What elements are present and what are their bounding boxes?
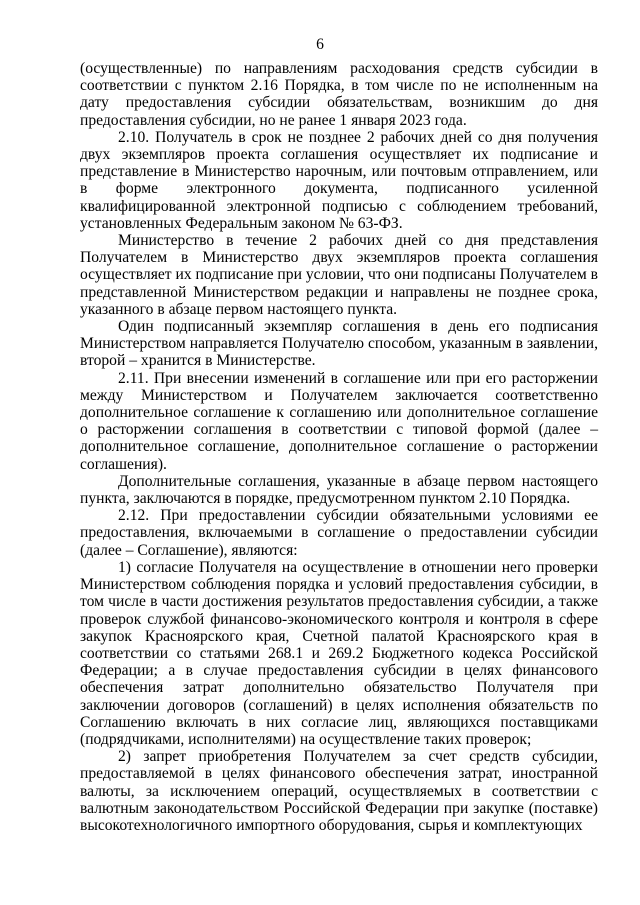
paragraph: 1) согласие Получателя на осуществление в отношении него проверки Министерством соблюдения порядка и условий предоставления субсидии, в том числе в части достижения результатов предоставления субсидии, а также проверок службой финансово-экономического контроля и контроля в сфере закупок Красноярского края, Счетной палатой Красноярского края в соответствии со статьями 268.1 и 269.2 Бюджетного кодекса Российской Федерации; а в случае предоставления субсидии в целях финансового обеспечения затрат дополнительно обязательство Получателя при заключении договоров (соглашений) в целях исполнения обязательств по Соглашению включать в них согласие лиц, являющихся поставщиками (подрядчиками, исполнителями) на осуществление таких проверок;	[80, 558, 598, 748]
paragraph: 2.11. При внесении изменений в соглашение или при его расторжении между Министерством и Получателем заключается соответственно дополнительное соглашение к соглашению или дополнительное соглашение о расторжении соглашения в соответствии с типовой формой (далее – дополнительное соглашение, дополнительное соглашение о расторжении соглашения).	[80, 369, 598, 473]
paragraph: 2.12. При предоставлении субсидии обязательными условиями ее предоставления, включаемыми в соглашение о предоставлении субсидии (далее – Соглашение), являются:	[80, 507, 598, 559]
paragraph: Дополнительные соглашения, указанные в абзаце первом настоящего пункта, заключаются в порядке, предусмотренном пунктом 2.10 Порядка.	[80, 472, 598, 508]
paragraph: (осуществленные) по направлениям расходования средств субсидии в соответствии с пунктом 2.16 Порядка, в том числе по не исполненным на дату предоставления субсидии обязательствам, возникшим до дня предоставления субсидии, но не ранее 1 января 2023 года.	[80, 60, 598, 129]
paragraph: 2) запрет приобретения Получателем за счет средств субсидии, предоставляемой в целях финансового обеспечения затрат, иностранной валюты, за исключением операций, осуществляемых в соответствии с валютным законодательством Российской Федерации при закупке (поставке) высокотехнологичного импортного оборудования, сырья и комплектующих	[80, 748, 598, 834]
paragraph: 2.10. Получатель в срок не позднее 2 рабочих дней со дня получения двух экземпляров проекта соглашения осуществляет их подписание и представление в Министерство нарочным, или почтовым отправлением, или в форме электронного документа, подписанного усиленной квалифицированной электронной подписью с соблюдением требований, установленных Федеральным законом № 63-ФЗ.	[80, 128, 598, 232]
document-body	[80, 60, 598, 834]
page-number: 6	[316, 36, 324, 53]
paragraph: Один подписанный экземпляр соглашения в день его подписания Министерством направляется Получателю способом, указанным в заявлении, второй – хранится в Министерстве.	[80, 318, 598, 370]
paragraph: Министерство в течение 2 рабочих дней со дня представления Получателем в Министерство двух экземпляров проекта соглашения осуществляет их подписание при условии, что они подписаны Получателем в представленной Министерством редакции и направлены не позднее срока, указанного в абзаце первом настоящего пункта.	[80, 232, 598, 318]
